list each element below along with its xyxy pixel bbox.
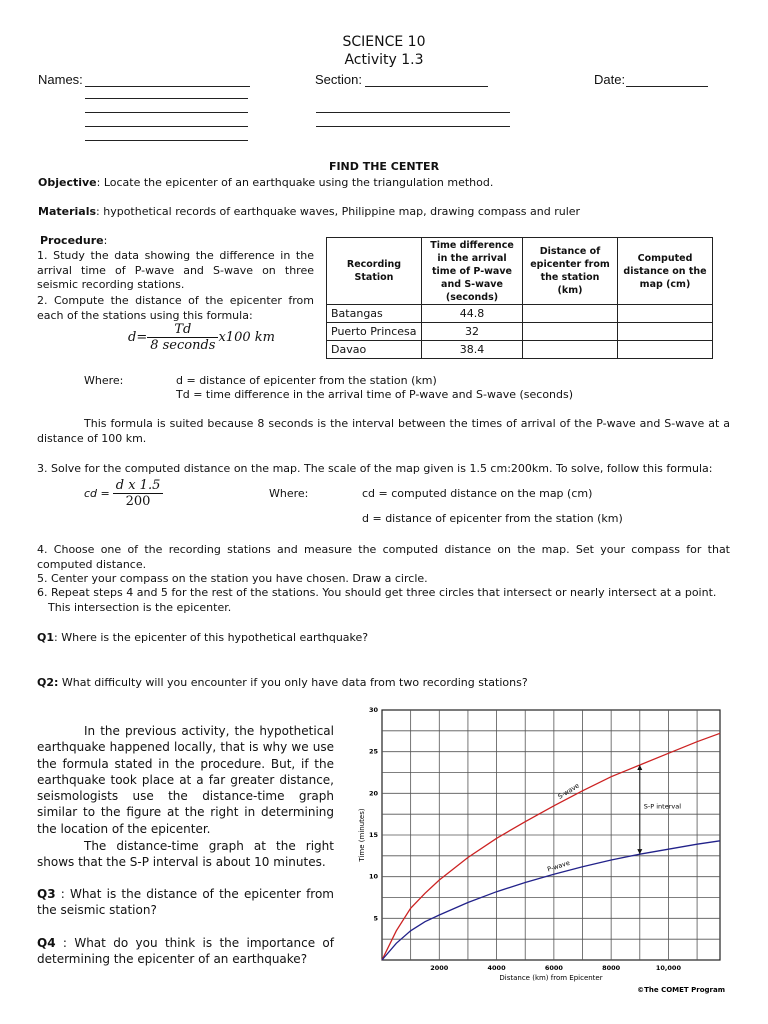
x-tick-label: 2000 (430, 964, 449, 972)
x-tick-label: 10,000 (655, 964, 681, 972)
materials-text: : hypothetical records of earthquake waves, Philippine map, drawing compass and ruler (96, 205, 581, 218)
map-distance-cell[interactable] (618, 305, 713, 323)
station-name: Davao (327, 341, 422, 359)
y-tick-label: 10 (368, 872, 378, 881)
y-tick-label: 25 (368, 747, 378, 756)
procedure-step-6: 6. Repeat steps 4 and 5 for the rest of the stations. You should get three circles that intersect or nearly intersect at a point. (37, 586, 717, 599)
q3-label: Q3 (37, 887, 56, 901)
q1-label: Q1 (37, 631, 55, 644)
chart-grid (382, 710, 720, 960)
names-line-5[interactable] (85, 140, 248, 141)
objective-label: Objective (38, 176, 97, 189)
formula1-rhs: x100 km (218, 330, 275, 345)
table-header: Time difference in the arrival time of P-wave and S-wave (seconds) (422, 238, 523, 305)
section-label: Section: (315, 72, 362, 87)
y-axis-label: Time (minutes) (358, 808, 366, 862)
worksheet-subtitle: Activity 1.3 (344, 52, 424, 68)
where-label-2: Where: (269, 487, 309, 500)
q4-text: : What do you think is the importance of determining the epicenter of an earthquake? (37, 936, 334, 967)
x-tick-label: 8000 (602, 964, 621, 972)
formula2-denominator: 200 (125, 494, 151, 509)
procedure-step-5: 5. Center your compass on the station you have chosen. Draw a circle. (37, 572, 428, 585)
table-header: Computed distance on the map (cm) (618, 238, 713, 305)
procedure-step-1: 1. Study the data showing the difference in the arrival time of P-wave and S-wave on three seismic recording stations. (37, 249, 314, 291)
recording-stations-table (326, 237, 713, 359)
q2-text: What difficulty will you encounter if you only have data from two recording stations? (58, 676, 528, 689)
procedure-step-3: 3. Solve for the computed distance on the map. The scale of the map given is 1.5 cm:200km. To solve, follow this formula: (37, 462, 713, 475)
y-tick-label: 30 (368, 706, 378, 714)
formula1-lhs: d= (128, 330, 148, 345)
x-tick-label: 4000 (487, 964, 506, 972)
where-label-1: Where: (84, 374, 124, 387)
section-line-2[interactable] (316, 112, 510, 113)
formula1-numerator: Td (147, 322, 218, 338)
map-distance-cell[interactable] (618, 323, 713, 341)
formula2-numerator: d x 1.5 (113, 478, 164, 494)
s-wave-label: S-wave (556, 781, 581, 801)
formula1-denominator: 8 seconds (150, 338, 216, 353)
procedure-colon: : (103, 234, 108, 247)
table-header-row (327, 238, 713, 305)
procedure-step-2: 2. Compute the distance of the epicenter from each of the stations using this formula: (37, 294, 314, 322)
materials-label: Materials (38, 205, 97, 218)
q2-label: Q2: (37, 676, 59, 689)
q3-text: : What is the distance of the epicenter from the seismic station? (37, 887, 334, 918)
distance-cell[interactable] (523, 341, 618, 359)
x-axis-label: Distance (km) from Epicenter (499, 974, 603, 982)
names-line-2[interactable] (85, 98, 248, 99)
where-d-definition: d = distance of epicenter from the station (km) (176, 374, 437, 387)
table-row (327, 305, 713, 323)
date-label: Date: (594, 72, 626, 87)
time-difference: 44.8 (422, 305, 523, 323)
q4-label: Q4 (37, 936, 56, 950)
objective-text: : Locate the epicenter of an earthquake using the triangulation method. (96, 176, 494, 189)
section-heading: FIND THE CENTER (328, 160, 440, 173)
procedure-step-4: 4. Choose one of the recording stations and measure the computed distance on the map. Set your compass for that computed distance. (37, 543, 730, 571)
map-distance-formula (84, 478, 163, 509)
names-line-4[interactable] (85, 126, 248, 127)
distance-cell[interactable] (523, 305, 618, 323)
section-line-3[interactable] (316, 126, 510, 127)
table-header: Recording Station (327, 238, 422, 305)
where-td-definition: Td = time difference in the arrival time of P-wave and S-wave (seconds) (176, 388, 574, 401)
question-1 (37, 631, 368, 644)
question-4 (37, 935, 334, 968)
chart-series (382, 733, 720, 960)
procedure-label: Procedure (40, 234, 104, 247)
date-line[interactable] (626, 86, 708, 87)
x-tick-label: 6000 (544, 964, 563, 972)
map-distance-cell[interactable] (618, 341, 713, 359)
station-name: Batangas (327, 305, 422, 323)
p-wave-curve (382, 841, 720, 960)
formula2-lhs: cd = (84, 487, 110, 500)
s-wave-curve (382, 733, 720, 960)
formula-note: This formula is suited because 8 seconds is the interval between the times of arrival of the P-wave and S-wave at a distance of 100 km. (37, 417, 730, 445)
sp-interval-paragraph: The distance-time graph at the right shows that the S-P interval is about 10 minutes. (37, 839, 334, 870)
y-tick-label: 5 (373, 914, 378, 923)
procedure-step-6-cont: This intersection is the epicenter. (48, 601, 232, 614)
p-wave-label: P-wave (546, 858, 571, 874)
objective (38, 176, 493, 189)
chart-annotations (546, 765, 681, 874)
names-label: Names: (38, 72, 83, 87)
worksheet-title: SCIENCE 10 (342, 34, 426, 50)
distance-formula (128, 322, 275, 353)
table-row (327, 341, 713, 359)
question-2 (37, 676, 528, 689)
where-cd-definition: cd = computed distance on the map (cm) (362, 487, 593, 500)
names-line-3[interactable] (85, 112, 248, 113)
sp-interval-label: S-P interval (643, 802, 682, 811)
time-difference: 38.4 (422, 341, 523, 359)
materials (38, 205, 580, 218)
procedure (40, 234, 107, 247)
distance-time-chart (345, 702, 735, 1002)
time-difference: 32 (422, 323, 523, 341)
where-d-definition-2: d = distance of epicenter from the station (km) (362, 512, 623, 525)
table-row (327, 323, 713, 341)
station-name: Puerto Princesa (327, 323, 422, 341)
question-3 (37, 886, 334, 919)
y-tick-label: 20 (368, 789, 378, 798)
section-line[interactable] (365, 86, 488, 87)
y-tick-label: 15 (368, 831, 378, 839)
distance-cell[interactable] (523, 323, 618, 341)
q1-text: : Where is the epicenter of this hypothetical earthquake? (54, 631, 369, 644)
names-line-1[interactable] (85, 86, 250, 87)
chart-ticks (358, 706, 725, 994)
chart-credit: ©The COMET Program (637, 986, 725, 994)
distance-time-paragraph: In the previous activity, the hypothetical earthquake happened locally, that is why we use the formula stated in the procedure. But, if the earthquake took place at a far greater distance, seismologists use the distance-time graph similar to the figure at the right in determining the location of the epicenter. (37, 724, 334, 836)
table-header: Distance of epicenter from the station (km) (523, 238, 618, 305)
